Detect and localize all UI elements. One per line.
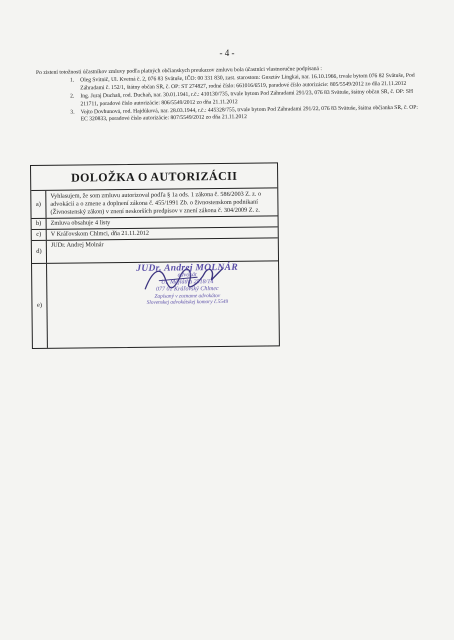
- authorization-clause-box: [30, 162, 280, 349]
- clause-row-a: [31, 188, 277, 219]
- row-label: a): [31, 191, 46, 218]
- row-label: c): [32, 230, 47, 240]
- page-number: - 4 -: [219, 48, 235, 58]
- signature-area: [47, 261, 279, 347]
- intro-text: Po zistení totožnosti účastníkov zmluvy podľa platných občianskych preukazov zmluvu bola účastníci vlastnoručne podpísaná :: [36, 66, 322, 76]
- stamp-city: 077 01 Kráľovský Chlmec: [155, 286, 219, 293]
- row-label: d): [32, 241, 47, 263]
- stamp-address: Ul. Majlátha 2518/14: [161, 279, 214, 286]
- row-label: e): [32, 264, 48, 348]
- stamp-name: JUDr. Andrej MOLNÁR: [136, 262, 238, 274]
- signers-section: [36, 65, 419, 126]
- signer-text: Ing. Juraj Duchaň, rod. Duchaň, nar. 30.01.1941, r.č.: 410130/735, trvale bytom Pod Záhradami 291/23, 076 83 Svätuše, štátny občan SR, č. OP: SH 211711, poradové číslo autorizácie: 806/5549/2012 zo dňa 21.11.2012: [80, 88, 414, 108]
- row-content: V Kráľovskom Chlmci, dňa 21.11.2012: [50, 229, 150, 238]
- row-content: Zmluva obsahuje 4 listy: [50, 219, 111, 227]
- signer-text: Vojto Dovhunová, rod. Hajdúková, nar. 28.03.1944, r.č.: 445328/755, trvale bytom Pod Záhradami 291/22, 076 83 Svätuše, štátna občianka SR, č. OP: EC 320833, poradové číslo autorizácie: 807/5549/2012 zo dňa 21.11.2012: [80, 104, 418, 123]
- row-content: Vyhlasujem, že som zmluvu autorizoval podľa § 1a ods. 1 zákona č. 586/2003 Z. z. o advokácii a o zmene a doplnení zákona č. 455/1991 Zb. o živnostenskom podnikaní (Živnostenský zákon) v znení neskorších predpisov v znení zákona č. 304/2009 Z. z.: [50, 190, 262, 216]
- clause-title: DOLOŽKA O AUTORIZÁCII: [31, 163, 277, 191]
- signer-number: 1.: [69, 77, 75, 84]
- signer-text: Oleg Svitnič, Ul. Kvetná č. 2, 076 83 Svätuše, IČO: 00 331 830, zast. starostom: Gusztáv Lingkai, nar. 16.10.1966, trvale bytom 076 82 Svätuše, Pod Záhradami č. 152/1, štátny občan SR, č. OP: ST 274827, rodné číslo: 661016/6519, paradové číslo autorizácie: 805/5549/2012 zo dňa 21.11.2012: [80, 73, 415, 92]
- clause-row-e: [32, 261, 279, 348]
- signer-number: 2.: [70, 93, 75, 100]
- clause-row-d: [32, 238, 278, 264]
- stamp-role: advokát: [177, 272, 197, 279]
- row-content: JUDr. Andrej Molnár: [50, 241, 104, 249]
- signer-number: 3.: [70, 109, 75, 116]
- stamp-note-2: Slovenskej advokátskej komory č.5549: [146, 298, 229, 306]
- row-label: b): [32, 219, 47, 229]
- stamp-note-1: Zapísaný v zozname advokátov: [154, 293, 221, 300]
- advocate-stamp: [117, 264, 257, 306]
